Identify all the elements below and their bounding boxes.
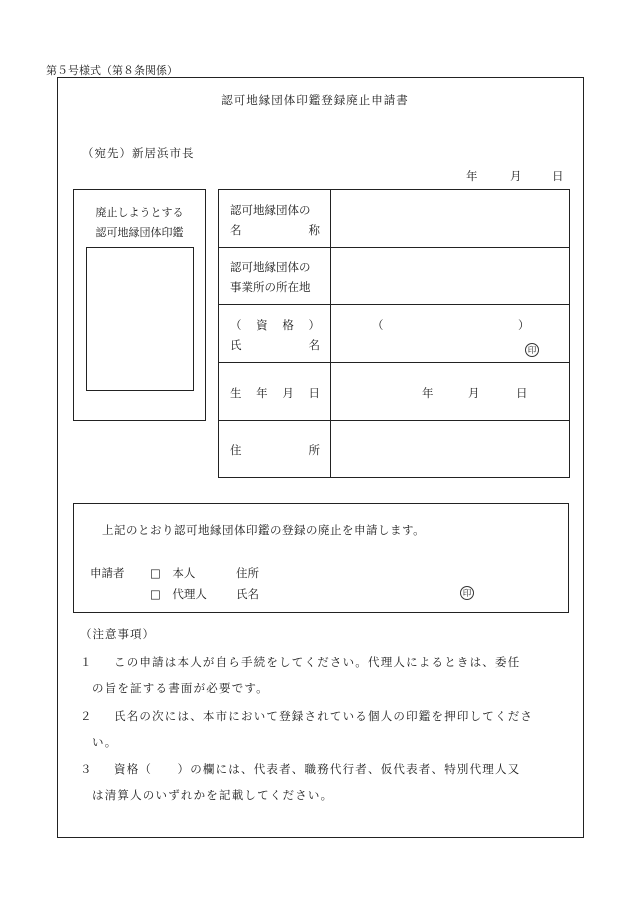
table-row-line: [218, 304, 570, 305]
qualification-close-paren: ）: [518, 318, 530, 332]
date-year: 年: [466, 169, 478, 183]
checkbox-agent[interactable]: □ 代理人: [150, 587, 207, 601]
seal-impression-box[interactable]: [86, 247, 194, 391]
qualification-field[interactable]: [380, 314, 515, 334]
address-label: 住所: [236, 566, 259, 580]
label-group-name: 認可地縁団体の 名 称: [230, 203, 320, 237]
form-title: 認可地縁団体印鑑登録廃止申請書: [221, 93, 409, 107]
seal-stamp-icon: 印: [525, 343, 539, 357]
date-month: 月: [510, 169, 522, 183]
birth-day-unit: 日: [516, 386, 528, 400]
qualification-open-paren: （: [372, 318, 384, 332]
note-item-3: ３ 資格（ ）の欄には、代表者、職務代行者、仮代表者、特別代理人又 は清算人のいずれかを記載してください。: [80, 762, 521, 802]
declaration-text: 上記のとおり認可地縁団体印鑑の登録の廃止を申請します。: [102, 523, 426, 537]
notes-title: （注意事項）: [80, 627, 155, 641]
birth-month-unit: 月: [468, 386, 480, 400]
group-name-field[interactable]: [331, 190, 569, 247]
name-label: 氏名: [236, 587, 259, 601]
seal-area-label: 廃止しようとする 認可地縁団体印鑑: [95, 206, 184, 239]
date-day: 日: [552, 169, 564, 183]
label-office-address: 認可地縁団体の 事業所の所在地: [230, 260, 311, 294]
label-address: 住 所: [230, 443, 320, 457]
label-birth-date: 生 年 月 日: [230, 386, 320, 400]
label-qualification-name: （ 資 格 ） 氏 名: [230, 318, 320, 352]
address-field[interactable]: [331, 421, 569, 477]
form-number: 第５号様式（第８条関係）: [46, 64, 178, 77]
declaration-box: [73, 503, 569, 613]
note-item-2: ２ 氏名の次には、本市において登録されている個人の印鑑を押印してくださ い。: [80, 709, 534, 749]
addressee: （宛先）新居浜市長: [82, 146, 195, 160]
checkbox-self[interactable]: □ 本人: [150, 566, 196, 580]
applicant-label: 申請者: [90, 566, 125, 580]
birth-year-unit: 年: [422, 386, 434, 400]
name-field[interactable]: [331, 336, 521, 360]
applicant-stamp-icon: 印: [460, 586, 474, 600]
note-item-1: １ この申請は本人が自ら手続をしてください。代理人によるときは、委任 の旨を証する書面が必要です。: [80, 655, 521, 695]
birth-date-field[interactable]: [331, 363, 569, 420]
office-address-field[interactable]: [331, 248, 569, 304]
